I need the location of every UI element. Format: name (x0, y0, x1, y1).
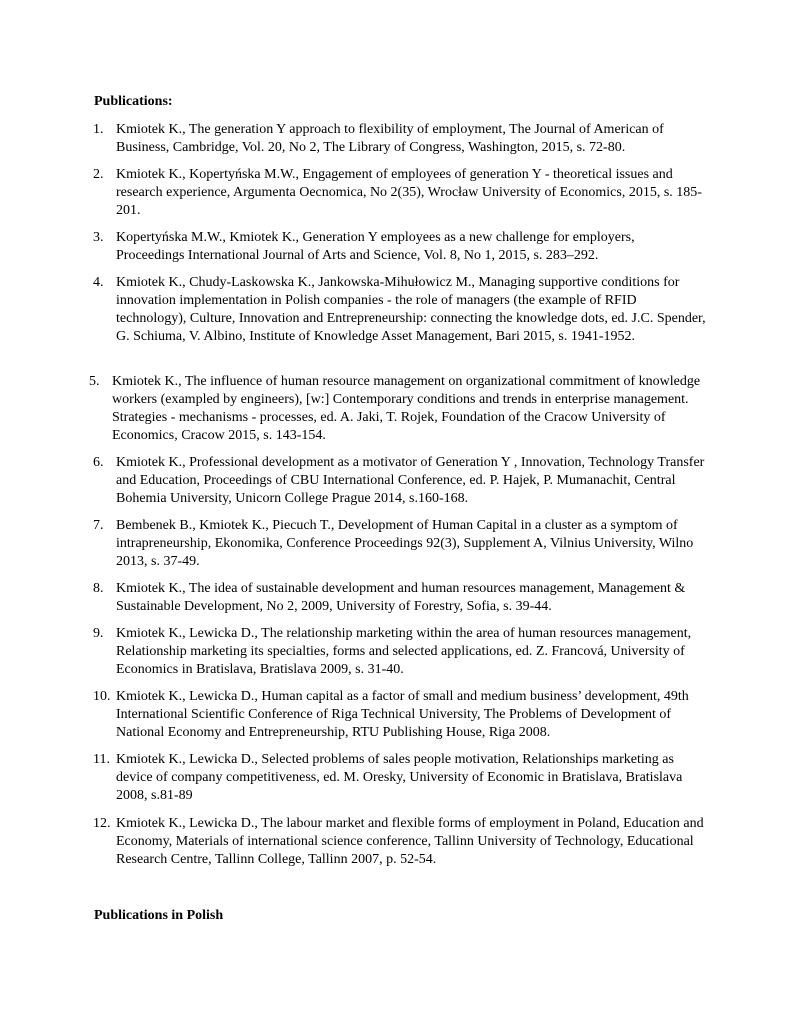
publication-item-6 (93, 454, 706, 508)
publication-text: Kmiotek K., Lewicka D., Selected problems of sales people motivation, Relationships marketing as device of company competitiveness, ed. M. Oresky, University of Economic in Bratislava, Bratislava 2008, s.81-89 (116, 752, 683, 803)
publication-text: Kmiotek K., The influence of human resource management on organizational commitment of knowledge workers (exampled by engineers), [w:] Contemporary conditions and trends in enterprise management. Strategies - mechanisms - processes, ed. A. Jaki, T. Rojek, Foundation of the Cracow University of Economics, Cracow 2015, s. 143-154. (112, 374, 701, 443)
publication-number: 4. (93, 275, 104, 290)
publication-item-3 (93, 229, 706, 265)
publication-item-1 (93, 121, 706, 157)
publication-item-9 (93, 625, 706, 679)
publication-item-11 (93, 751, 706, 805)
publication-number: 2. (93, 167, 104, 182)
publication-number: 9. (93, 626, 104, 641)
publication-text: Kmiotek K., Chudy-Laskowska K., Jankowska-Mihułowicz M., Managing supportive conditions for innovation implementation in Polish companies - the role of managers (the example of RFID technology), Culture, Innovation and Entrepreneurship: connecting the knowledge dots, ed. J.C. Spender, G. Schiuma, V. Albino, Institute of Knowledge Asset Management, Bari 2015, s. 1941-1952. (116, 275, 706, 344)
publication-item-12 (93, 815, 706, 869)
publication-text: Kmiotek K., The idea of sustainable development and human resources management, Management & Sustainable Development, No 2, 2009, University of Forestry, Sofia, s. 39-44. (116, 581, 686, 614)
publication-number: 10. (93, 689, 111, 704)
publication-number: 5. (89, 374, 100, 389)
publication-item-7 (93, 517, 706, 571)
publication-text: Kmiotek K., The generation Y approach to flexibility of employment, The Journal of American of Business, Cambridge, Vol. 20, No 2, The Library of Congress, Washington, 2015, s. 72-80. (116, 122, 664, 155)
publication-text: Kmiotek K., Kopertyńska M.W., Engagement of employees of generation Y - theoretical issues and research experience, Argumenta Oecnomica, No 2(35), Wrocław University of Economics, 2015, s. 185-201. (116, 167, 702, 218)
publication-number: 1. (93, 122, 104, 137)
publication-text: Kopertyńska M.W., Kmiotek K., Generation Y employees as a new challenge for employers, Proceedings International Journal of Arts and Science, Vol. 8, No 1, 2015, s. 283–292. (116, 230, 635, 263)
publication-number: 12. (93, 816, 111, 831)
publication-text: Kmiotek K., Lewicka D., The labour market and flexible forms of employment in Poland, Education and Economy, Materials of international science conference, Tallinn University of Technology, Educational Research Centre, Tallinn College, Tallinn 2007, p. 52-54. (116, 816, 704, 867)
publication-number: 7. (93, 518, 104, 533)
publication-item-2 (93, 166, 706, 220)
publication-number: 11. (93, 752, 110, 767)
publication-item-10 (93, 688, 708, 742)
publication-number: 8. (93, 581, 104, 596)
publication-text: Bembenek B., Kmiotek K., Piecuch T., Development of Human Capital in a cluster as a symptom of intrapreneurship, Ekonomika, Conference Proceedings 92(3), Supplement A, Vilnius University, Wilno 2013, s. 37-49. (116, 518, 694, 569)
publication-number: 3. (93, 230, 104, 245)
publication-text: Kmiotek K., Lewicka D., Human capital as a factor of small and medium business’ development, 49th International Scientific Conference of Riga Technical University, The Problems of Development of National Economy and Entrepreneurship, RTU Publishing House, Riga 2008. (116, 689, 689, 740)
publications-heading: Publications: (94, 94, 173, 109)
publications-polish-heading: Publications in Polish (94, 908, 224, 923)
publication-text: Kmiotek K., Lewicka D., The relationship marketing within the area of human resources management, Relationship marketing its specialties, forms and selected applications, ed. Z. Francová, University of Economics in Bratislava, Bratislava 2009, s. 31-40. (116, 626, 692, 677)
publication-item-8 (93, 580, 706, 616)
publication-text: Kmiotek K., Professional development as a motivator of Generation Y , Innovation, Technology Transfer and Education, Proceedings of CBU International Conference, ed. P. Hajek, P. Mumanachit, Central Bohemia University, Unicorn College Prague 2014, s.160-168. (116, 455, 705, 506)
publication-item-5 (89, 373, 706, 445)
publication-item-4 (93, 274, 706, 346)
publication-number: 6. (93, 455, 104, 470)
